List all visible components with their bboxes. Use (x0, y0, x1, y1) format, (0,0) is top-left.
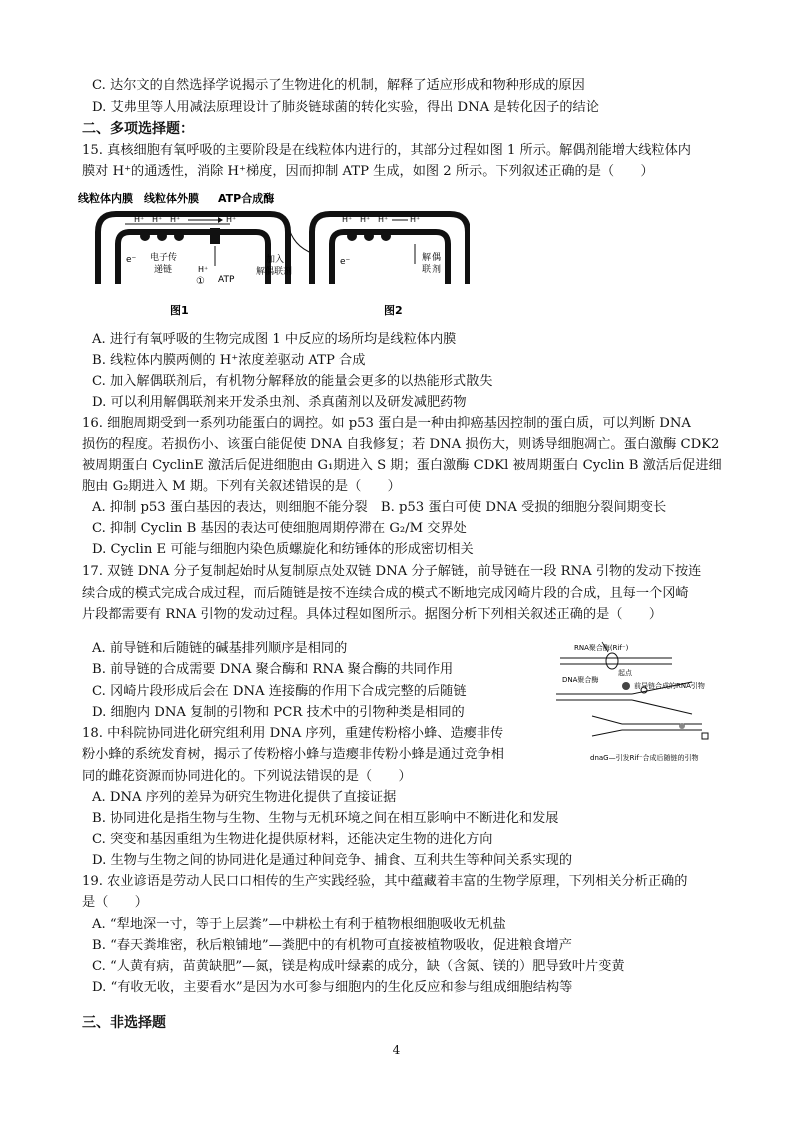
fig2-protein-2 (364, 231, 374, 241)
fig1-caption: 图1 (170, 304, 189, 317)
q15-stem-line-1: 15. 真核细胞有氧呼吸的主要阶段是在线粒体内进行的，其部分过程如图 1 所示。解偶剂能增大线粒体内 (82, 143, 691, 158)
q18-option-b: B. 协同进化是指生物与生物、生物与无机环境之间在相互影响中不断进化和发展 (92, 811, 559, 826)
q18-stem-line-1: 18. 中科院协同进化研究组利用 DNA 序列，重建传粉榕小蜂、造瘿非传 (82, 726, 504, 741)
q16-options-ab: A. 抑制 p53 蛋白基因的表达，则细胞不能分裂 B. p53 蛋白可使 DNA 受损的细胞分裂间期变长 (92, 500, 667, 515)
q15-option-d: D. 可以利用解偶联剂来开发杀虫剂、杀真菌剂以及研发减肥药物 (92, 395, 467, 410)
fig1-protein-3 (174, 231, 184, 241)
q15-option-a: A. 进行有氧呼吸的生物完成图 1 中反应的场所均是线粒体内膜 (92, 332, 457, 347)
q17-stem-line-3: 片段都需要有 RNA 引物的发动过程。具体过程如图所示。据图分析下列相关叙述正确的是（ ） (82, 607, 663, 622)
q16-option-c: C. 抑制 Cyclin B 基因的表达可使细胞周期停滞在 G₂/M 交界处 (92, 521, 467, 536)
section-3-heading: 三、非选择题 (82, 1015, 166, 1031)
fig1-outer-membrane-label: 线粒体外膜 (144, 192, 199, 205)
fig1-inner-membrane (118, 232, 268, 284)
fig1-atp-synthase (210, 228, 220, 244)
q15-option-c: C. 加入解偶联剂后，有机物分解释放的能量会更多的以热能形式散失 (92, 374, 493, 389)
fig2-caption: 图2 (384, 304, 403, 317)
q17-option-c: C. 冈崎片段形成后会在 DNA 连接酶的作用下合成完整的后随链 (92, 684, 467, 699)
fig2-h-2: H⁺ (360, 215, 371, 224)
q18-stem-line-2: 粉小蜂的系统发育树，揭示了传粉榕小蜂与造瘿非传粉小蜂是通过竞争相 (82, 747, 504, 762)
fig1-protein-2 (157, 231, 167, 241)
fig1-electron: e⁻ (126, 255, 137, 265)
section-2-heading: 二、多项选择题： (82, 121, 194, 137)
q19-stem-line-2: 是（ ） (82, 895, 148, 910)
q14-option-c: C. 达尔文的自然选择学说揭示了生物进化的机制，解释了适应形成和物种形成的原因 (92, 78, 585, 93)
fig1-chain-label-2: 递链 (154, 265, 173, 275)
q14-option-d: D. 艾弗里等人用减法原理设计了肺炎链球菌的转化实验，得出 DNA 是转化因子的结论 (92, 100, 599, 115)
q16-option-d: D. Cyclin E 可能与细胞内染色质螺旋化和纺锤体的形成密切相关 (92, 542, 474, 557)
fig2-uncoupler-3: 联 (422, 265, 432, 275)
fig1-h-1: H⁺ (134, 215, 145, 224)
fig17-box-marker (702, 733, 708, 739)
fig2-h-3: H⁺ (378, 215, 389, 224)
q15-stem-line-2: 膜对 H⁺的通透性，消除 H⁺梯度，因而抑制 ATP 生成，如图 2 所示。下列叙述正确的是（ ） (82, 164, 654, 179)
fig17-origin-label: 起点 (618, 669, 632, 677)
fig1-h-3: H⁺ (170, 215, 181, 224)
fig2-electron: e⁻ (340, 257, 351, 267)
fig17-leading-primer-label: 前导链合成的RNA引物 (634, 682, 705, 690)
fig17-dna-pol-label: DNA聚合酶 (562, 676, 599, 684)
fig17-okazaki-primer (679, 723, 685, 729)
figure-dna-replication (552, 640, 732, 775)
q17-stem-line-2: 续合成的模式完成合成过程，而后随链是按不连续合成的模式不断地完成冈崎片段的合成，且每一个冈崎 (82, 586, 689, 601)
fig17-lagging-arm-1 (592, 716, 622, 724)
fig2-protein-1 (347, 231, 357, 241)
fig1-inner-membrane-label: 线粒体内膜 (78, 192, 133, 205)
fig2-uncoupler-1: 解 (422, 253, 432, 263)
q17-stem-line-1: 17. 双链 DNA 分子复制起始时从复制原点处双链 DNA 分子解链，前导链在一段 RNA 引物的发动下按连 (82, 564, 702, 579)
fig1-h-arrowhead (218, 217, 223, 223)
fig1-atp-synthase-label: ATP合成酶 (218, 192, 275, 205)
fig17-rna-pol-label: RNA聚合酶(Rif⁻) (574, 644, 629, 652)
fig1-atp: ATP (218, 275, 235, 285)
q19-option-b: B. “春天粪堆密，秋后粮铺地”—粪肥中的有机物可直接被植物吸收，促进粮食增产 (92, 938, 572, 953)
fig1-chain-label-1: 电子传 (150, 253, 178, 263)
fig2-outer-membrane (312, 214, 468, 284)
add-label-2: 解偶联剂 (256, 267, 293, 277)
q17-option-b: B. 前导链的合成需要 DNA 聚合酶和 RNA 聚合酶的共同作用 (92, 662, 454, 677)
q16-stem-line-3: 被周期蛋白 CyclinE 激活后促进细胞由 G₁期进入 S 期；蛋白激酶 CDKl 被周期蛋白 Cyclin B 激活后促进细 (82, 458, 722, 473)
fig2-protein-3 (381, 231, 391, 241)
fig1-protein-1 (140, 231, 150, 241)
q17-option-d: D. 细胞内 DNA 复制的引物和 PCR 技术中的引物种类是相同的 (92, 705, 465, 720)
fig1-h-4: H⁺ (226, 215, 237, 224)
q19-option-c: C. “人黄有病，苗黄缺肥”—氮，镁是构成叶绿素的成分，缺（含氮、镁的）肥导致叶片变黄 (92, 959, 625, 974)
fig1-circle-1: ① (196, 276, 205, 287)
fig17-origin-bubble (606, 653, 618, 669)
q18-option-a: A. DNA 序列的差异为研究生物进化提供了直接证据 (92, 790, 397, 805)
fig17-lagging-label: dnaG—引发Rif⁻合成后随链的引物 (590, 754, 699, 762)
fig2-h-1: H⁺ (342, 215, 353, 224)
q16-stem-line-2: 损伤的程度。若损伤小、该蛋白能促使 DNA 自我修复；若 DNA 损伤大，则诱导细胞凋亡。蛋白激酶 CDK2 (82, 437, 720, 452)
q19-stem-line-1: 19. 农业谚语是劳动人民口口相传的生产实践经验，其中蕴藏着丰富的生物学原理，下列相关分析正确的 (82, 874, 688, 889)
fig17-lagging-arm-4 (592, 730, 622, 736)
q18-option-c: C. 突变和基因重组为生物进化提供原材料，还能决定生物的进化方向 (92, 832, 493, 847)
q19-option-d: D. “有收无收，主要看水”是因为水可参与细胞内的生化反应和参与组成细胞结构等 (92, 980, 573, 995)
figure-mitochondria (70, 184, 470, 324)
q17-option-a: A. 前导链和后随链的碱基排列顺序是相同的 (92, 641, 348, 656)
fig1-h-5: H⁺ (198, 265, 209, 274)
fig2-uncoupler-4: 剂 (432, 265, 442, 275)
fig2-uncoupler-2: 偶 (432, 253, 442, 263)
fig17-dna-polymerase (622, 682, 630, 690)
q15-option-b: B. 线粒体内膜两侧的 H⁺浓度差驱动 ATP 合成 (92, 353, 366, 368)
q18-stem-line-3: 同的雌花资源而协同进化的。下列说法错误的是（ ） (82, 769, 412, 784)
fig17-fork-lower (632, 700, 692, 714)
q16-stem-line-1: 16. 细胞周期受到一系列功能蛋白的调控。如 p53 蛋白是一种由抑癌基因控制的蛋白质，可以判断 DNA (82, 416, 691, 431)
q19-option-a: A. “犁地深一寸，等于上层粪”—中耕松土有利于植物根细胞吸收无机盐 (92, 917, 506, 932)
q16-stem-line-4: 胞由 G₂期进入 M 期。下列有关叙述错误的是（ ） (82, 479, 401, 494)
page-number: 4 (392, 1043, 401, 1057)
add-label-1: 加入 (266, 255, 285, 265)
q18-option-d: D. 生物与生物之间的协同进化是通过种间竞争、捕食、互利共生等种间关系实现的 (92, 853, 573, 868)
fig2-h-4: H⁺ (410, 215, 421, 224)
fig1-h-2: H⁺ (152, 215, 163, 224)
